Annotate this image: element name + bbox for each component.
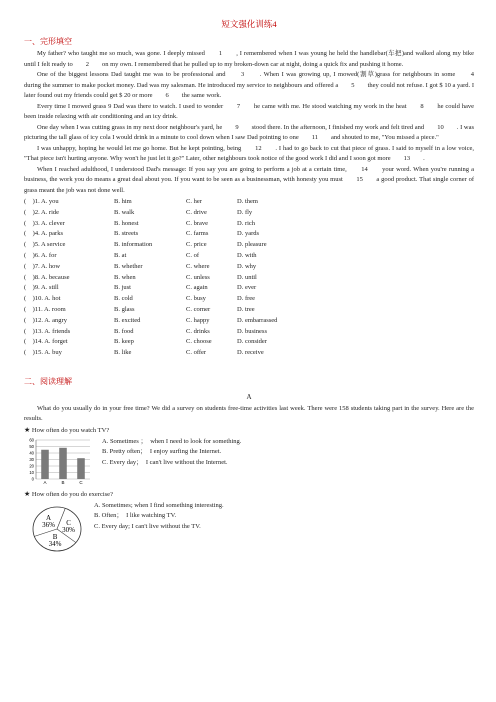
- option-c: C. happy: [186, 316, 210, 324]
- option-d: D. them: [237, 198, 258, 205]
- question-text: How often do you do exercise?: [31, 490, 113, 498]
- option-row: [24, 327, 474, 338]
- answer-option: B. Pretty often； I enjoy surfing the Internet.: [102, 448, 222, 456]
- option-b: B. information: [114, 241, 153, 249]
- option-row: [24, 283, 474, 294]
- star-icon: ★: [24, 489, 31, 498]
- option-c: C. again: [186, 284, 208, 292]
- pie-slice-category: B: [52, 532, 58, 541]
- cloze-paragraph: My father? who taught me so much, was gone. I deeply missed 1 , I remembered when I was young he held the handlebar(车把)and walked along my bike until I felt ready to 2 on my own. I remembered that he pulled up to my broken-down car at night, doing a quick fix and pushing it home.: [24, 50, 474, 68]
- option-number: ( )5. A service: [24, 241, 66, 249]
- option-d: D. with: [237, 251, 257, 259]
- y-tick-label: 50: [29, 444, 34, 450]
- option-c: C. brave: [186, 219, 209, 227]
- option-row: [24, 348, 474, 359]
- option-number: ( )1. A. you: [24, 198, 59, 205]
- option-number: ( )11. A. room: [24, 305, 66, 313]
- option-d: D. tree: [237, 305, 255, 313]
- option-d: D. free: [237, 295, 256, 303]
- option-c: C. her: [186, 198, 202, 205]
- section-cloze-heading: 一、完形填空: [24, 37, 72, 46]
- answer-option: A. Sometimes ； when I need to look for something.: [102, 437, 242, 445]
- y-tick-label: 10: [29, 470, 34, 476]
- y-tick-label: 20: [29, 463, 34, 469]
- pie-slice-label: 36%: [42, 521, 55, 530]
- y-tick-label: 0: [31, 476, 34, 482]
- option-b: B. him: [114, 198, 132, 205]
- option-b: B. cold: [114, 295, 133, 303]
- cloze-paragraph: One of the biggest lessons Dad taught me was to be professional and 3 . When I was growing up, I mowed(割草)grass for neighbours in some 4 during the summer to make pocket money. Dad was my salesman. He introduced my service to neighbours and offered a 5 they could not refuse. I got $ 10 a yard. I later found out my friends could get $ 20 or more 6 the same work.: [24, 71, 487, 99]
- option-number: ( )10. A. hot: [24, 295, 61, 303]
- option-d: D. pleasure: [237, 241, 267, 249]
- option-number: ( )12. A. angry: [24, 316, 67, 324]
- option-number: ( )4. A. parks: [24, 230, 63, 238]
- option-d: D. embarrassed: [237, 316, 278, 324]
- option-c: C. of: [186, 251, 199, 259]
- option-number: ( )13. A. friends: [24, 327, 71, 335]
- option-c: C. corner: [186, 305, 211, 313]
- option-number: ( )7. A. how: [24, 262, 61, 270]
- question-1: [24, 425, 474, 436]
- option-row: [24, 197, 474, 208]
- option-row: [24, 337, 474, 348]
- option-number: ( )3. A. clever: [24, 219, 65, 227]
- option-number: ( )6. A. for: [24, 251, 57, 259]
- option-number: ( )14. A. forget: [24, 338, 68, 346]
- question-text: How often do you watch TV?: [31, 426, 110, 434]
- option-c: C. drinks: [186, 327, 210, 335]
- pie-slice-category: C: [66, 518, 71, 527]
- option-c: C. drive: [186, 208, 207, 216]
- option-d: D. until: [237, 273, 257, 281]
- option-b: B. just: [114, 284, 131, 292]
- option-b: B. glass: [114, 305, 135, 313]
- option-b: B. walk: [114, 208, 135, 216]
- answer-option: A. Sometimes; when I find something interesting.: [94, 501, 224, 509]
- option-b: B. whether: [114, 262, 143, 270]
- answer-option: C. Every day; I can't live without the TV.: [94, 522, 201, 530]
- pie-chart: [28, 501, 86, 557]
- y-tick-label: 40: [29, 450, 34, 456]
- x-tick-label: B: [61, 479, 65, 485]
- option-d: D. rich: [237, 219, 256, 227]
- option-row: [24, 229, 474, 240]
- option-b: B. honest: [114, 219, 139, 227]
- question-1-block: [24, 437, 474, 485]
- option-c: C. busy: [186, 295, 206, 303]
- cloze-paragraph: Every time I mowed grass 9 Dad was there to watch. I used to wonder 7 he came with me. He stood watching my work in the heat 8 he could have been inside relaxing with air conditioning and an icy drink.: [24, 102, 474, 120]
- cloze-paragraph: When I reached adulthood, I understood Dad's message: If you say you are going to perform a job at a certain time, 14 your word. When you're running a business, the work you do means a great deal about you. If you want to be seen as a businessman, with honesty you must 15 a good product. That single corner of grass meant the job was not done well.: [24, 165, 474, 194]
- option-row: [24, 316, 474, 327]
- option-d: D. business: [237, 327, 267, 335]
- option-number: ( )9. A. still: [24, 284, 59, 292]
- option-d: D. consider: [237, 338, 267, 346]
- cloze-paragraph: One day when I was cutting grass in my next door neighbour's yard, he 9 stood there. In the afternoon, I finished my work and felt tired and 10 . I was picturing the tall glass of icy cola I would drink in a minute to cool down when I saw Dad pointing to one 11 and shouted to me, "You missed a piece.": [24, 123, 474, 141]
- option-b: B. like: [114, 349, 132, 357]
- x-tick-label: A: [43, 479, 47, 485]
- option-row: [24, 273, 474, 284]
- section-reading-heading: 二、阅读理解: [24, 376, 72, 386]
- option-row: [24, 219, 474, 230]
- question-2-block: [24, 501, 474, 557]
- option-c: C. unless: [186, 273, 210, 281]
- option-d: D. fly: [237, 208, 253, 216]
- option-row: [24, 262, 474, 273]
- option-b: B. keep: [114, 338, 134, 346]
- y-tick-label: 60: [29, 437, 34, 443]
- options-list: [24, 197, 474, 359]
- document-page: [24, 18, 487, 557]
- option-number: ( )15. A. buy: [24, 349, 62, 357]
- document-title: 短文强化训练4: [221, 19, 277, 29]
- answer-option: B. Often； I like watching TV.: [94, 512, 177, 520]
- pie-slice-label: 34%: [48, 539, 62, 548]
- option-row: [24, 294, 474, 305]
- answer-option: C. Every day； I can't live without the Internet.: [102, 458, 228, 466]
- question-2: [24, 489, 474, 500]
- option-c: C. where: [186, 262, 210, 270]
- option-row: [24, 240, 474, 251]
- pie-slice-category: A: [46, 514, 52, 523]
- option-b: B. food: [114, 327, 134, 335]
- option-row: [24, 251, 474, 262]
- pie-slice-label: 30%: [62, 525, 75, 534]
- passage-label: A: [246, 392, 252, 401]
- x-tick-label: C: [79, 479, 83, 485]
- option-b: B. at: [114, 251, 127, 259]
- option-c: C. choose: [186, 338, 212, 346]
- bar: [77, 458, 85, 479]
- option-d: D. why: [237, 262, 257, 270]
- option-row: [24, 208, 474, 219]
- reading-intro: What do you usually do in your free time? We did a survey on students free-time activities last week. There were 158 students taking part in the survey. Here are the results.: [24, 404, 474, 423]
- cloze-paragraph: I was unhappy, hoping he would let me go home. But he kept pointing, being 12 . I had to go back to cut that piece of grass. I said to myself in a low voice, "That piece isn't hurting anyone. Why won't he just let it go?" Later, other neighbours took notice of the good work I did and I soon got more 13 .: [24, 144, 474, 162]
- option-d: D. receive: [237, 349, 264, 357]
- option-d: D. yards: [237, 230, 260, 238]
- option-d: D. ever: [237, 284, 257, 292]
- option-number: ( )2. A. ride: [24, 208, 60, 216]
- y-tick-label: 30: [29, 457, 34, 463]
- option-number: ( )8. A. because: [24, 273, 70, 281]
- option-c: C. price: [186, 241, 207, 249]
- option-c: C. farms: [186, 230, 209, 238]
- star-icon: ★: [24, 425, 31, 434]
- option-c: C. offer: [186, 349, 207, 357]
- bar: [59, 448, 67, 479]
- option-row: [24, 305, 474, 316]
- option-b: B. streets: [114, 230, 139, 238]
- bar: [41, 450, 49, 479]
- option-b: B. when: [114, 273, 136, 281]
- option-b: B. excited: [114, 316, 141, 324]
- answer-list: [102, 437, 241, 485]
- answer-list: [94, 501, 224, 557]
- bar-chart: [24, 437, 94, 485]
